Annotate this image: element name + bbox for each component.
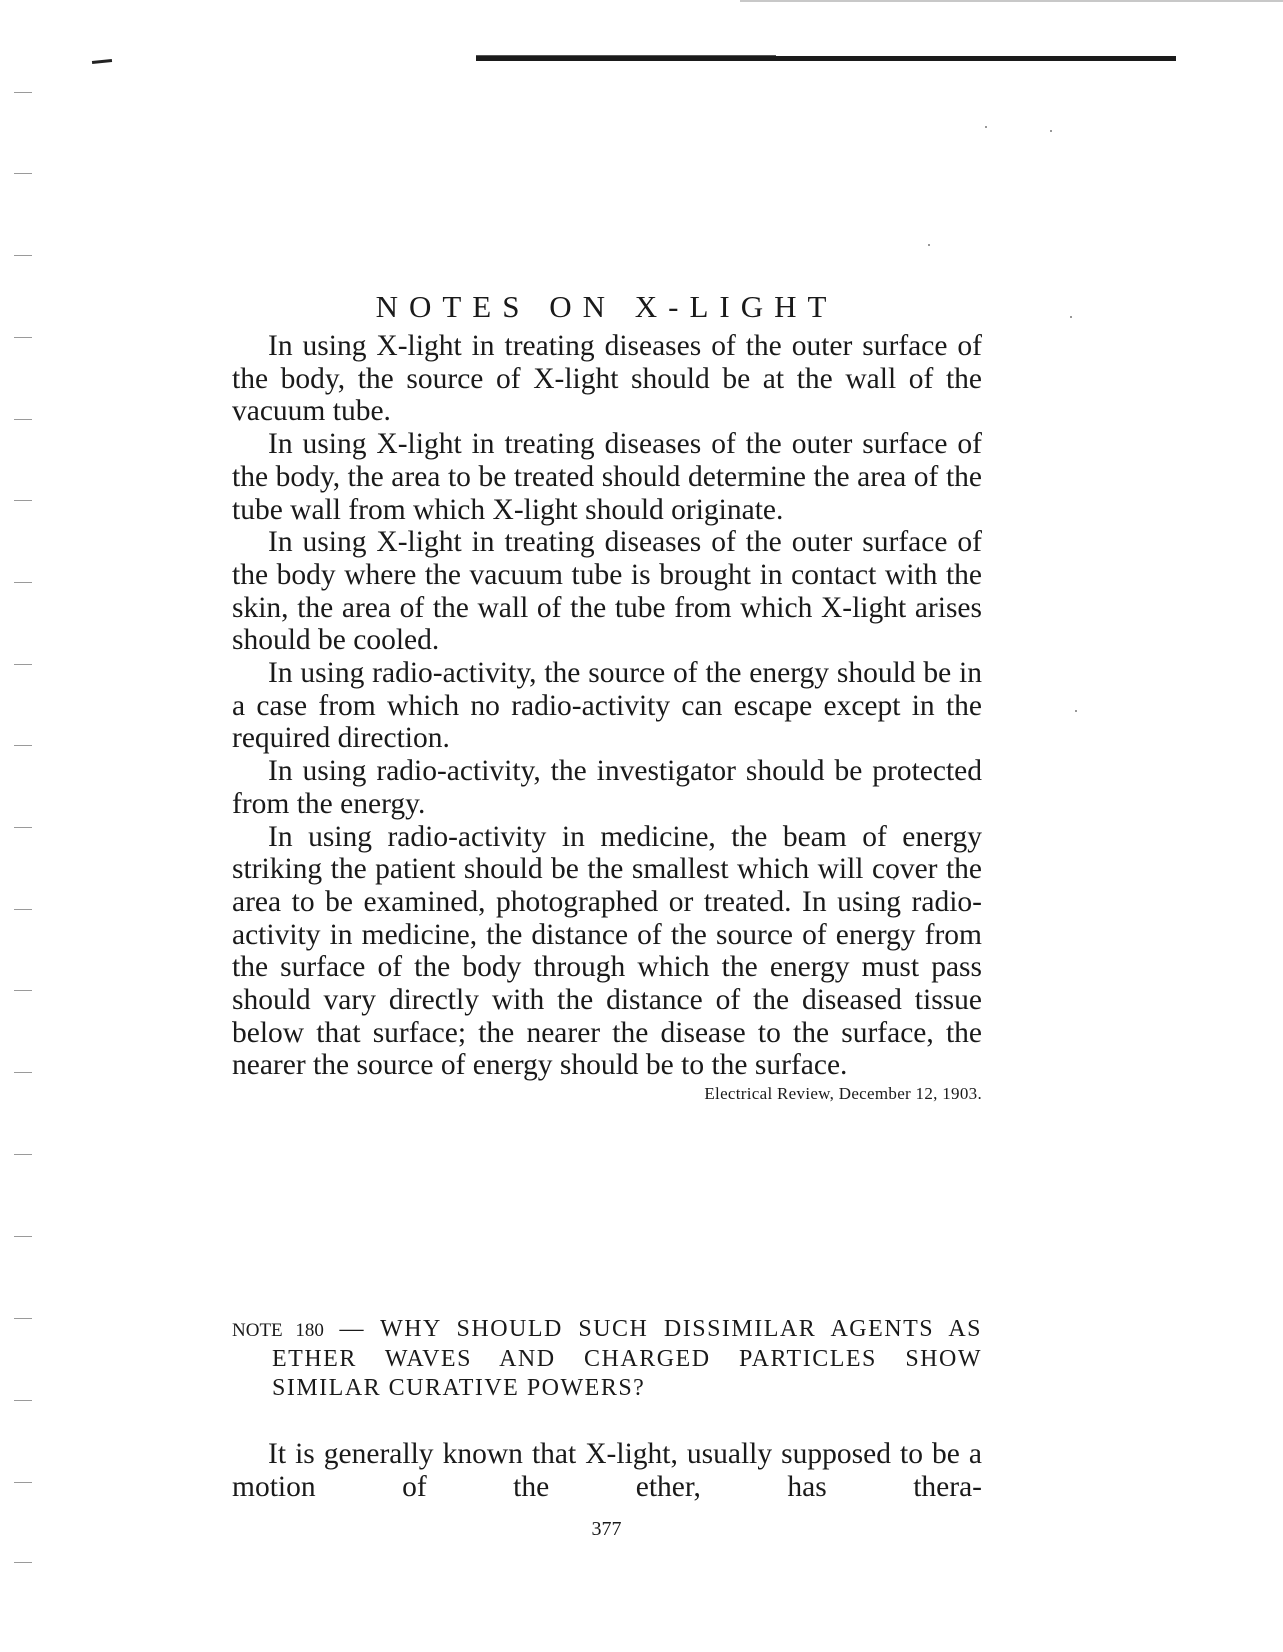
margin-tick — [14, 664, 32, 665]
margin-tick — [14, 1072, 32, 1073]
margin-tick — [14, 909, 32, 910]
margin-tick — [14, 500, 32, 501]
paragraph: In using X-light in treating diseases of the outer surface of the body, the source of X-light should be at the wall of the vacuum tube. — [232, 330, 982, 428]
note-number: NOTE 180 — [232, 1320, 324, 1341]
citation: Electrical Review, December 12, 1903. — [704, 1084, 982, 1104]
margin-tick — [14, 1318, 32, 1319]
closing-paragraph — [232, 1438, 982, 1503]
margin-tick — [14, 337, 32, 338]
margin-tick — [14, 173, 32, 174]
margin-tick — [14, 1482, 32, 1483]
paragraph: It is generally known that X-light, usually supposed to be a motion of the ether, has thera- — [232, 1438, 982, 1503]
paragraph: In using radio-activity, the investigator should be protected from the energy. — [232, 755, 982, 820]
paragraph: In using X-light in treating diseases of the outer surface of the body, the area to be treated should determine the area of the tube wall from which X-light should originate. — [232, 428, 982, 526]
scan-speck — [1050, 130, 1052, 132]
margin-tick — [14, 990, 32, 991]
margin-tick — [14, 419, 32, 420]
paragraph: In using radio-activity in medicine, the beam of energy striking the patient should be the smallest which will cover the area to be examined, photographed or treated. In using radio-activity in medicine, the distance of the source of energy from the surface of the body through which the energy must pass should vary directly with the distance of the diseased tissue below that surface; the nearer the disease to the surface, the nearer the source of energy should be to the surface. — [232, 820, 982, 1082]
margin-tick — [14, 582, 32, 583]
scan-speck — [928, 244, 930, 246]
paragraph: In using radio-activity, the source of the energy should be in a case from which no radio-activity can escape except in the required direction. — [232, 657, 982, 755]
margin-tick — [14, 1400, 32, 1401]
margin-tick — [14, 1236, 32, 1237]
margin-tick — [14, 92, 32, 93]
scan-speck — [1075, 710, 1077, 712]
margin-tick — [14, 255, 32, 256]
margin-tick — [14, 1562, 32, 1563]
note-separator: — — [323, 1316, 381, 1342]
scan-top-edge — [740, 0, 1283, 2]
paragraph: In using X-light in treating diseases of the outer surface of the body where the vacuum tube is brought in contact with the skin, the area of the wall of the tube from which X-light arises should be cooled. — [232, 526, 982, 657]
margin-tick — [14, 745, 32, 746]
page-title: NOTES ON X-LIGHT — [375, 288, 838, 324]
article-body — [232, 330, 982, 1106]
note-title: WHY SHOULD SUCH DISSIMILAR AGENTS AS ETHER WAVES AND CHARGED PARTICLES SHOW SIMILAR CURATIVE POWERS? — [272, 1316, 982, 1401]
scan-speck — [985, 126, 987, 128]
margin-tick — [14, 1154, 32, 1155]
margin-tick — [14, 827, 32, 828]
header-rule — [476, 56, 1176, 61]
page-number: 377 — [591, 1518, 622, 1540]
note-heading — [232, 1315, 982, 1403]
